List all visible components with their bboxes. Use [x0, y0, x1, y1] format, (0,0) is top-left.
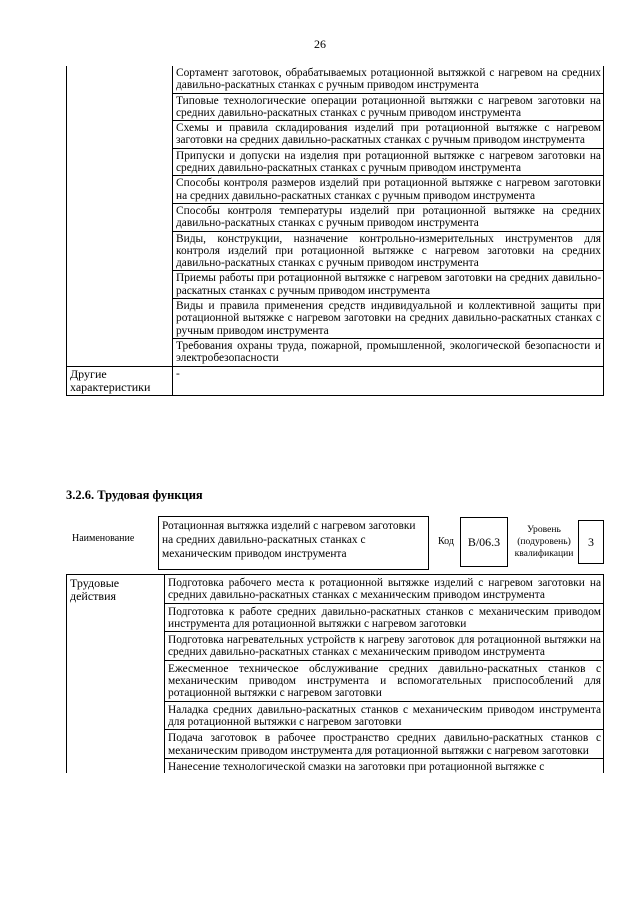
knowledge-table	[66, 66, 604, 396]
left-column-cell	[67, 271, 173, 299]
code-value: B/06.3	[460, 517, 508, 567]
labor-actions-table	[66, 574, 604, 773]
table-row: Сортамент заготовок, обрабатываемых ротационной вытяжкой с нагревом на средних давильно-раскатных станках с ручным приводом инструмента	[173, 66, 604, 93]
code-label: Код	[438, 536, 454, 547]
left-column-cell	[67, 203, 173, 231]
table-row: Требования охраны труда, пожарной, промышленной, экологической безопасности и электробезопасности	[173, 338, 604, 366]
left-column-cell	[67, 148, 173, 176]
table-row: Подача заготовок в рабочее пространство средних давильно-раскатных станков с механическим приводом инструмента для ротационной вытяжки с нагревом заготовки	[165, 730, 604, 759]
function-header	[66, 516, 604, 572]
table-row: Виды, конструкции, назначение контрольно-измерительных инструментов для контроля изделий при ротационной вытяжке с нагревом заготовки на средних давильно-раскатных станках с ручным приводом инструмента	[173, 231, 604, 271]
table-row: Подготовка нагревательных устройств к нагреву заготовок для ротационной вытяжки на средних давильно-раскатных станках с механическим приводом инструмента	[165, 632, 604, 661]
left-column-cell	[67, 231, 173, 271]
left-column-cell	[67, 299, 173, 339]
level-label: Уровень (подуровень) квалификации	[514, 524, 574, 559]
page-number: 26	[314, 37, 326, 51]
table-row: Способы контроля размеров изделий при ротационной вытяжке с нагревом заготовки на средних давильно-раскатных станках с ручным приводом инструмента	[173, 176, 604, 204]
table-row: Типовые технологические операции ротационной вытяжки с нагревом заготовки на средних давильно-раскатных станках с ручным приводом инструмента	[173, 93, 604, 121]
table-row: Приемы работы при ротационной вытяжке с нагревом заготовки на средних давильно-раскатных станках с ручным приводом инструмента	[173, 271, 604, 299]
table-row: Способы контроля температуры изделий при ротационной вытяжке на средних давильно-раскатных станках с ручным приводом инструмента	[173, 203, 604, 231]
left-column-cell	[67, 93, 173, 121]
labor-actions-label: Трудовые действия	[67, 575, 165, 774]
table-row: Наладка средних давильно-раскатных станков с механическим приводом инструмента для ротационной вытяжки с нагревом заготовки	[165, 701, 604, 730]
other-characteristics-label: Другие характеристики	[67, 366, 173, 395]
left-column-cell	[67, 338, 173, 366]
name-label: Наименование	[72, 533, 135, 544]
name-value: Ротационная вытяжка изделий с нагревом заготовки на средних давильно-раскатных станках с механическим приводом инструмента	[158, 516, 429, 570]
table-row: Схемы и правила складирования изделий при ротационной вытяжке с нагревом заготовки на средних давильно-раскатных станках с ручным приводом инструмента	[173, 121, 604, 149]
level-value: 3	[578, 520, 604, 564]
table-row: Виды и правила применения средств индивидуальной и коллективной защиты при ротационной вытяжке с нагревом заготовки на средних давильно-раскатных станках с ручным приводом инструмента	[173, 299, 604, 339]
table-row: Ежесменное техническое обслуживание средних давильно-раскатных станков с механическим приводом инструмента и вспомогательных приспособлений для ротационной вытяжки с нагревом заготовки	[165, 660, 604, 701]
table-row: Припуски и допуски на изделия при ротационной вытяжке с нагревом заготовки на средних давильно-раскатных станках с ручным приводом инструмента	[173, 148, 604, 176]
table-row: Подготовка к работе средних давильно-раскатных станков с механическим приводом инструмента для ротационной вытяжки с нагревом заготовки	[165, 603, 604, 632]
left-column-cell	[67, 176, 173, 204]
table-row: Нанесение технологической смазки на заготовки при ротационной вытяжке с	[165, 758, 604, 773]
table-row: Подготовка рабочего места к ротационной вытяжке изделий с нагревом заготовки на средних давильно-раскатных станках с механическим приводом инструмента	[165, 575, 604, 604]
left-column-cell	[67, 66, 173, 93]
other-characteristics-value: -	[173, 366, 604, 395]
left-column-cell	[67, 121, 173, 149]
section-heading: 3.2.6. Трудовая функция	[66, 488, 203, 502]
